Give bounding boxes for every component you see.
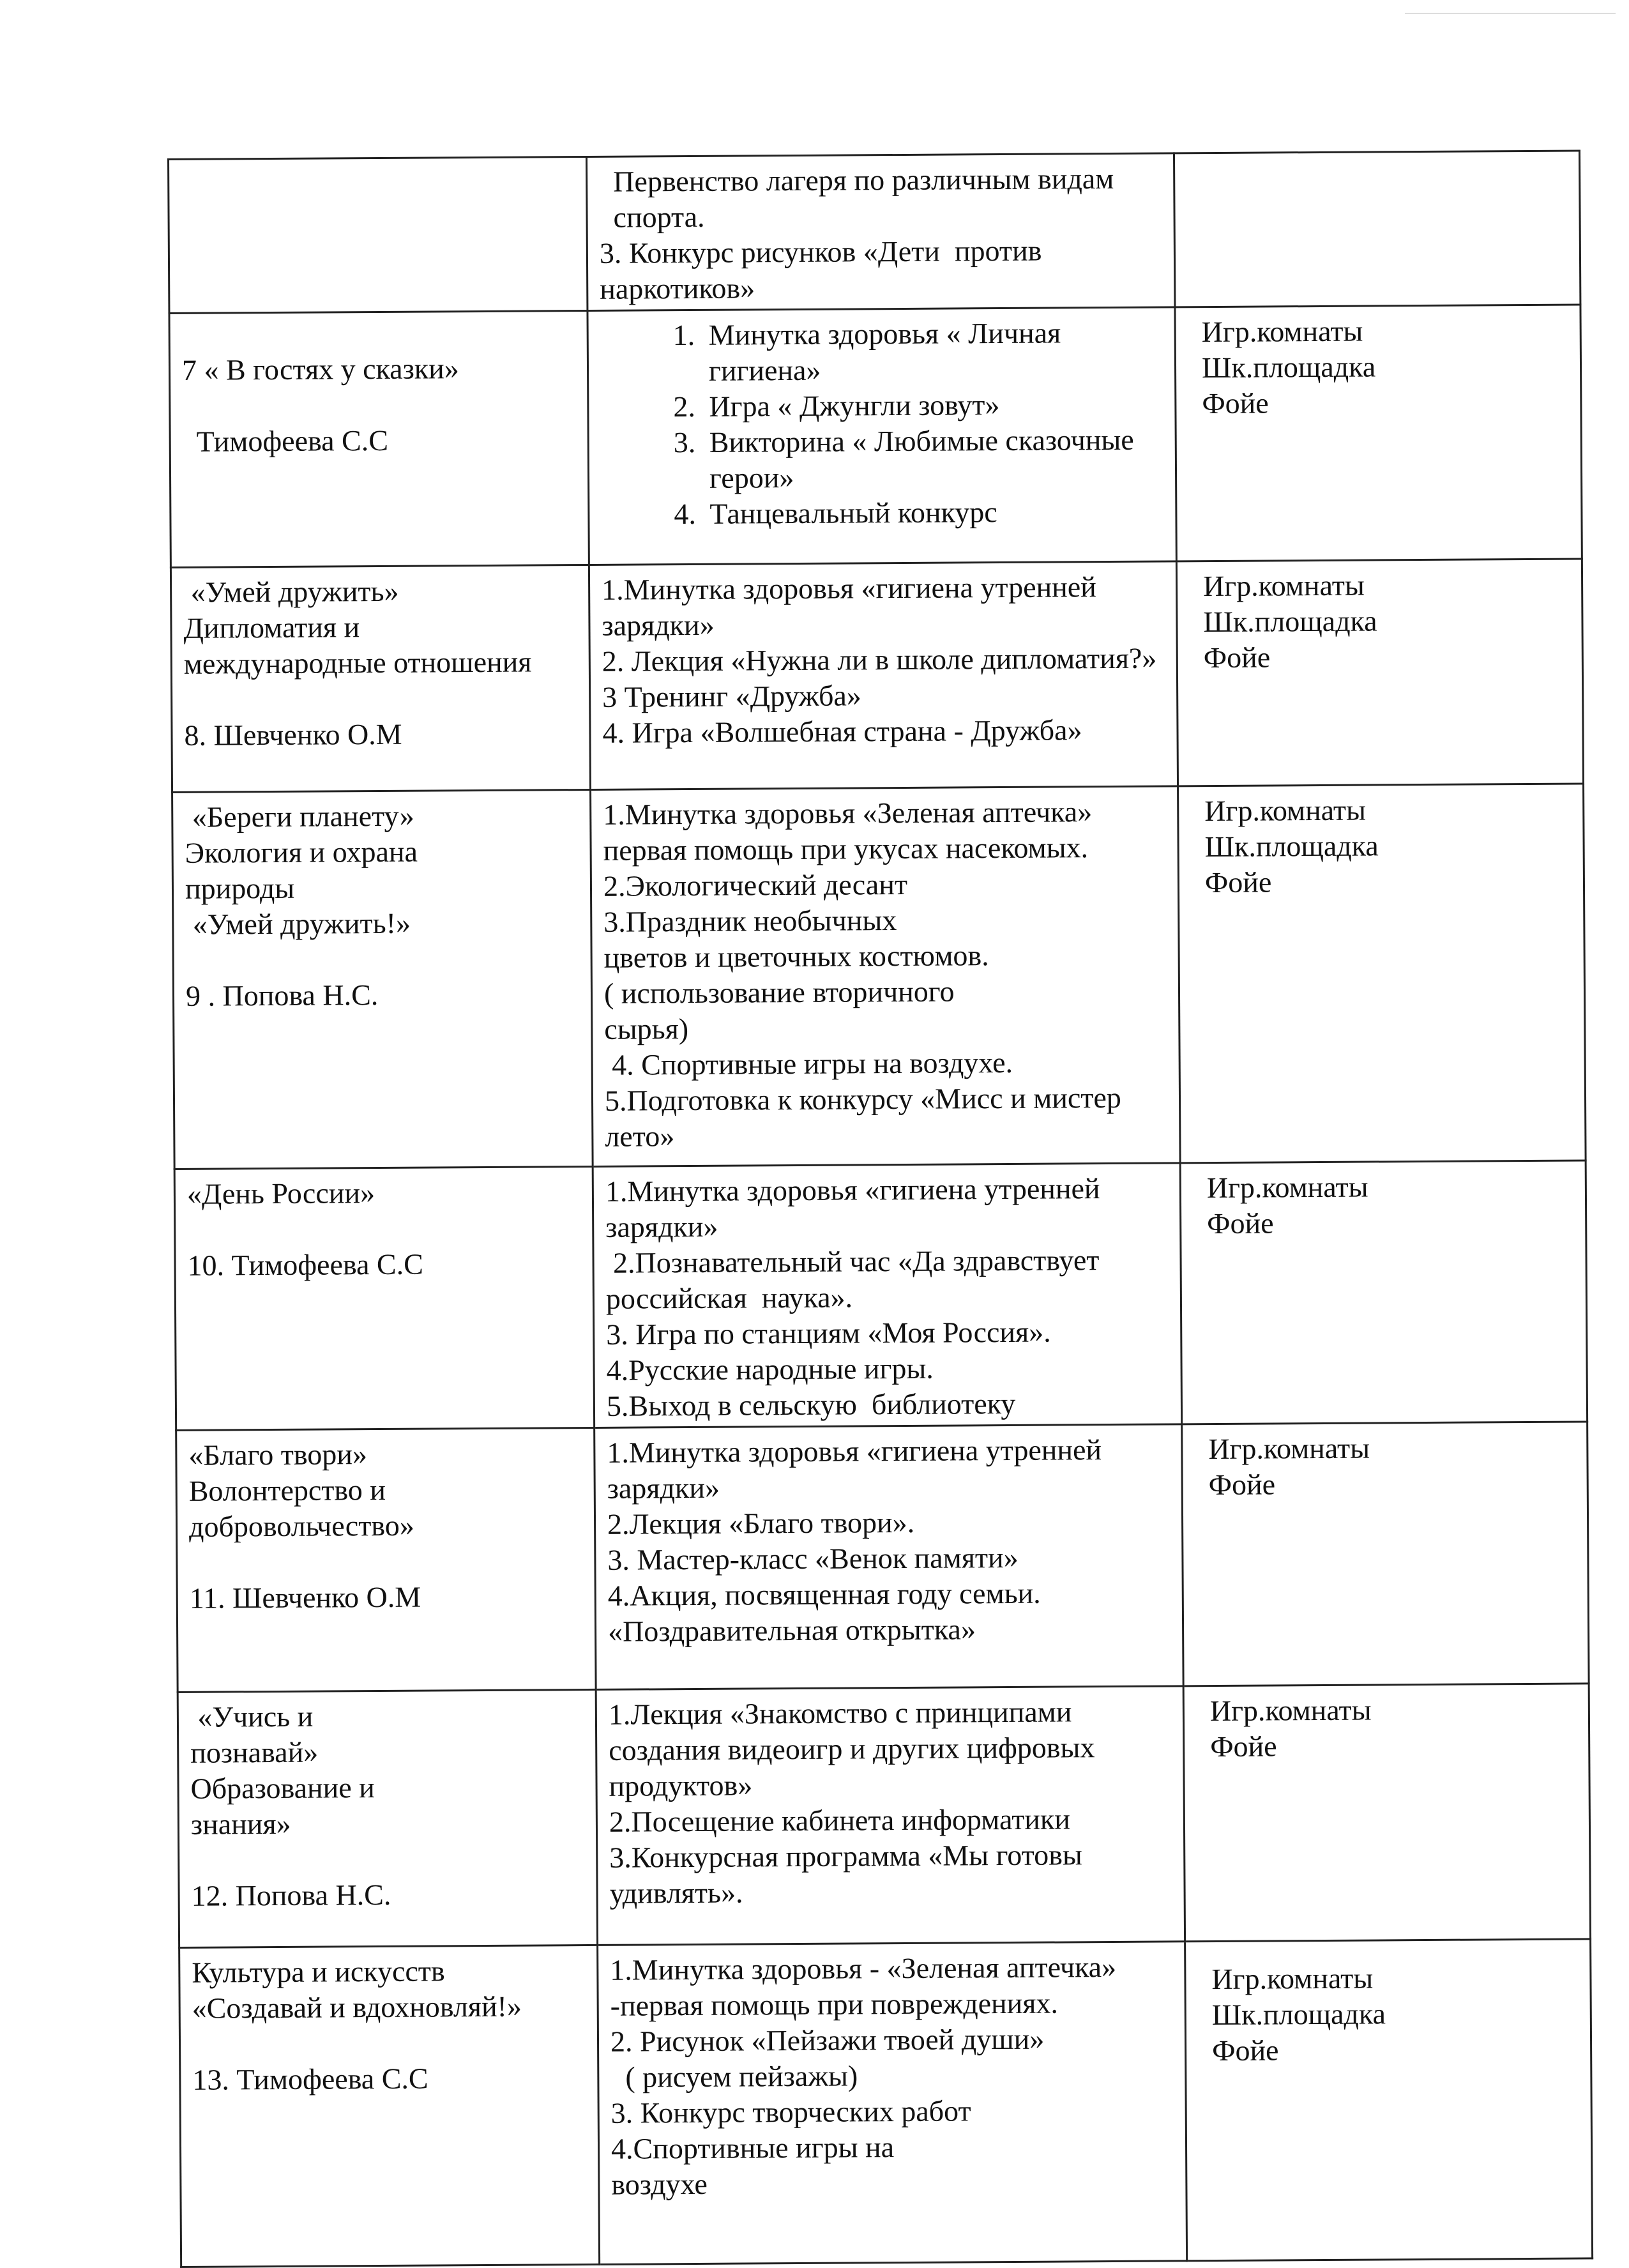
day-title-cell <box>169 156 587 313</box>
table-row <box>170 559 1583 792</box>
day-title-line: 7 « В гостях у сказки» <box>181 352 459 386</box>
place-line: Фойе <box>1204 865 1272 899</box>
table-row <box>169 151 1580 313</box>
day-title-line: познавай» <box>190 1735 319 1769</box>
activity-line: 4. Игра «Волшебная страна - Дружба» <box>602 713 1082 749</box>
activity-line: 2.Экологический десант <box>603 867 908 902</box>
activity-line: цветов и цветочных костюмов. <box>603 939 989 974</box>
activity-line: 5.Выход в сельскую библиотеку <box>606 1387 1016 1422</box>
spacer <box>182 386 575 424</box>
scan-edge-mark <box>1405 13 1616 14</box>
leader-name: 12. Попова Н.С. <box>191 1878 391 1912</box>
day-title-line: «Благо твори» <box>188 1438 368 1472</box>
day-title-line: «Создавай и вдохновляй!» <box>192 1990 522 2025</box>
place-line: Игр.комнаты <box>1202 568 1365 603</box>
list-item: 1. Минутка здоровья « Личная гигиена» <box>702 314 1163 388</box>
activities-cell <box>596 1686 1185 1945</box>
day-title-line: «Учись и <box>190 1700 314 1733</box>
activities-cell <box>586 153 1174 311</box>
list-item: 2. Игра « Джунгли зовут» <box>702 386 1163 424</box>
place-line: Фойе <box>1207 1206 1274 1240</box>
table-row <box>176 1422 1589 1692</box>
activity-line: 5.Подготовка к конкурсу «Мисс и мистер лето» <box>604 1081 1129 1153</box>
activity-line: 3. Мастер-класс «Венок памяти» <box>607 1541 1019 1576</box>
place-line: Игр.комнаты <box>1201 314 1363 349</box>
places-cell <box>1174 151 1580 307</box>
activity-line: 3.Конкурсная программа «Мы готовы удивлять». <box>609 1838 1090 1910</box>
places-cell <box>1185 1939 1593 2261</box>
leader-name: Тимофеева С.С <box>196 423 389 458</box>
day-title-cell <box>178 1689 597 1947</box>
activities-cell <box>591 786 1181 1167</box>
activity-line: 4. Спортивные игры на воздухе. <box>604 1046 1013 1081</box>
leader-name: 13. Тимофеева С.С <box>192 2062 428 2096</box>
places-cell <box>1175 305 1582 561</box>
list-item: 3. Викторина « Любимые сказочные герои» <box>703 422 1164 496</box>
activity-line: сырья) <box>604 1012 689 1046</box>
place-line: Шк.площадка <box>1203 604 1377 639</box>
place-line: Игр.комнаты <box>1208 1431 1370 1466</box>
activity-line: 2. Лекция «Нужна ли в школе дипломатия?» <box>602 641 1157 678</box>
day-title-line: знания» <box>190 1807 291 1841</box>
activity-line: 3. Конкурс рисунков «Дети против наркотиков» <box>599 234 1049 305</box>
activity-line: 3. Игра по станциям «Моя Россия». <box>606 1315 1051 1351</box>
activity-line: 2.Посещение кабинета информатики <box>609 1802 1071 1838</box>
table-row <box>174 1161 1587 1430</box>
spacer <box>186 940 579 978</box>
day-title-line: Образование и <box>190 1771 375 1805</box>
day-title-line: Экология и охрана <box>185 835 418 869</box>
activity-line: 4.Спортивные игры на <box>610 2131 895 2165</box>
spacer <box>187 1210 580 1248</box>
day-title-line: Волонтерство и <box>188 1473 386 1507</box>
day-title-line: Культура и искусств <box>192 1954 445 1989</box>
activity-line: 1.Минутка здоровья - «Зеленая аптечка» -первая помощь при повреждениях. <box>610 1950 1124 2022</box>
table-row <box>179 1939 1593 2267</box>
day-title-line: добровольчество» <box>188 1509 414 1543</box>
places-cell <box>1182 1422 1589 1686</box>
day-title-cell <box>179 1945 600 2267</box>
day-title-line: «Умей дружить!» <box>185 906 411 941</box>
activity-line: 2.Познавательный час «Да здравствует российская наука». <box>605 1244 1107 1315</box>
activity-line: 1.Лекция «Знакомство с принципами создания видеоигр и других цифровых продуктов» <box>608 1695 1103 1802</box>
list-item: 4. Танцевальный конкурс <box>703 493 1163 531</box>
activities-cell <box>593 1163 1181 1428</box>
spacer <box>191 1840 584 1878</box>
activity-line: 2. Рисунок «Пейзажи твоей души» <box>610 2022 1045 2058</box>
places-cell <box>1183 1684 1590 1942</box>
activities-cell <box>598 1942 1187 2265</box>
place-line: Игр.комнаты <box>1211 1961 1374 1996</box>
activity-line: ( рисуем пейзажы) <box>610 2059 858 2094</box>
place-line: Игр.комнаты <box>1206 1170 1368 1205</box>
activity-line: 3.Праздник необычных <box>603 904 897 938</box>
place-line: Игр.комнаты <box>1209 1693 1372 1728</box>
spacer <box>184 680 577 718</box>
day-title-cell <box>172 789 593 1169</box>
table-row <box>178 1684 1590 1947</box>
activity-line: 1.Минутка здоровья «гигиена утренней зарядки» <box>607 1433 1109 1505</box>
activities-cell <box>595 1424 1183 1690</box>
numbered-activity-list <box>600 314 1164 532</box>
day-title-line: Дипломатия и <box>183 611 360 644</box>
day-title-cell <box>174 1166 594 1430</box>
place-line: Шк.площадка <box>1211 1997 1386 2032</box>
day-title-line: природы <box>185 871 295 905</box>
day-title-line: международные отношения <box>183 645 532 680</box>
place-line: Фойе <box>1202 386 1269 420</box>
activities-cell <box>587 307 1176 565</box>
place-line: Фойе <box>1203 641 1271 674</box>
activity-line: 3. Конкурс творческих работ <box>610 2094 971 2129</box>
place-line: Фойе <box>1210 1730 1277 1763</box>
table-row <box>172 784 1586 1169</box>
table-row <box>169 305 1582 567</box>
spacer <box>192 2024 586 2062</box>
leader-name: 10. Тимофеева С.С <box>187 1247 423 1282</box>
activity-line: 2.Лекция «Благо твори». <box>607 1505 915 1541</box>
activity-line: 1.Минутка здоровья «Зеленая аптечка» первая помощь при укусах насекомых. <box>603 795 1100 867</box>
activity-line: «Поздравительная открытка» <box>607 1613 976 1648</box>
place-line: Игр.комнаты <box>1204 793 1367 828</box>
day-title-line: «День России» <box>186 1176 375 1210</box>
place-line: Шк.площадка <box>1204 829 1379 864</box>
leader-name: 11. Шевченко О.М <box>189 1580 421 1615</box>
activity-line: воздухе <box>611 2167 708 2201</box>
leader-name: 9 . Попова Н.С. <box>185 978 379 1012</box>
activity-line: 4.Акция, посвященная году семьи. <box>607 1576 1041 1612</box>
place-line: Шк.площадка <box>1201 350 1376 384</box>
place-line: Фойе <box>1208 1468 1276 1502</box>
day-title-line: «Береги планету» <box>185 799 414 833</box>
activity-line: Первенство лагеря по различным видам спорта. <box>613 162 1121 234</box>
spacer <box>189 1542 582 1581</box>
activity-line: 1.Минутка здоровья «гигиена утренней зарядки» <box>601 570 1104 642</box>
day-title-cell <box>170 565 590 792</box>
day-title-cell <box>176 1427 596 1692</box>
activities-cell <box>589 561 1178 790</box>
leader-name: 8. Шевченко О.М <box>184 717 402 752</box>
day-title-line: «Умей дружить» <box>183 574 399 609</box>
activity-line: ( использование вторичного <box>603 975 955 1010</box>
places-cell <box>1178 784 1586 1163</box>
day-title-cell <box>169 310 589 567</box>
places-cell <box>1176 559 1583 786</box>
places-cell <box>1180 1161 1587 1424</box>
camp-plan-table <box>167 149 1593 2267</box>
activity-line: 1.Минутка здоровья «гигиена утренней зарядки» <box>605 1172 1108 1244</box>
activity-line: 4.Русские народные игры. <box>606 1351 934 1387</box>
place-line: Фойе <box>1211 2034 1279 2067</box>
activity-line: 3 Тренинг «Дружба» <box>602 679 861 713</box>
